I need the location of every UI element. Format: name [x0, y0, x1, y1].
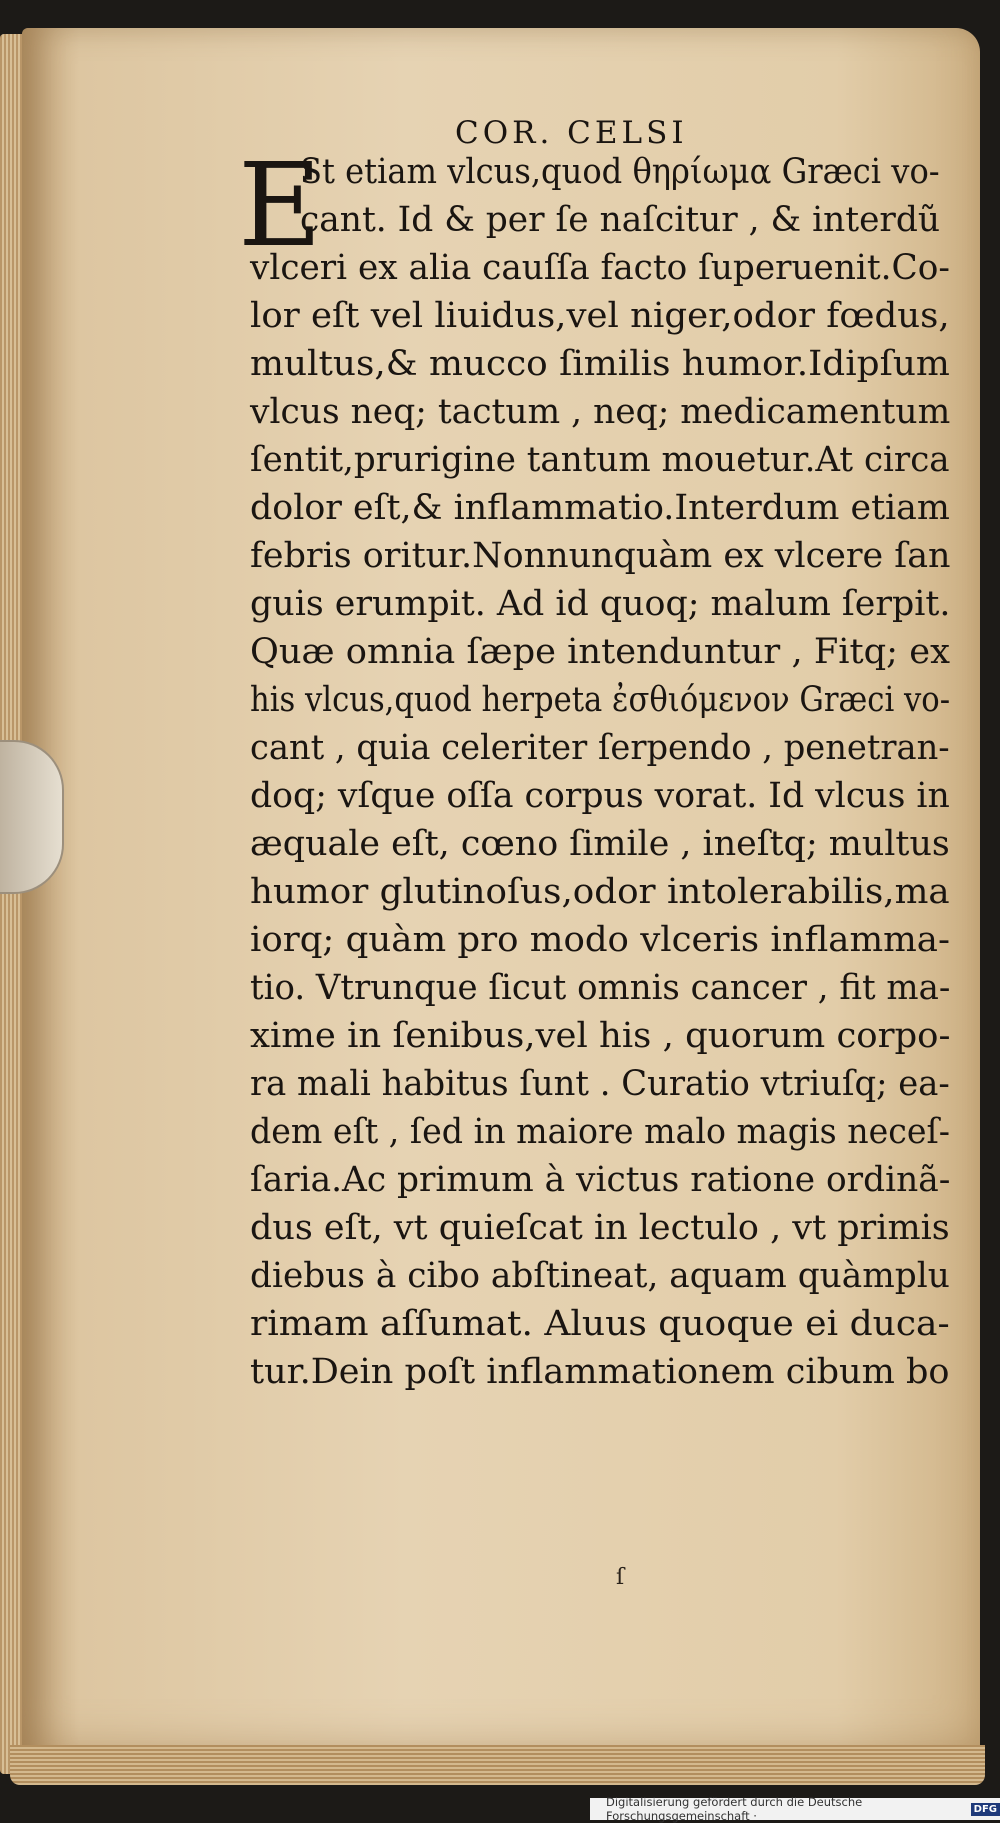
page-clasp — [0, 740, 64, 894]
text-line: xime in ſenibus,vel his , quorum corpo- — [250, 1016, 951, 1056]
text-line: febris oritur.Nonnunquàm ex vlcere ſan — [250, 536, 951, 576]
dfg-logo: DFG — [971, 1803, 1000, 1816]
drop-cap: E — [238, 139, 322, 273]
text-line: Quæ omnia ſæpe intenduntur , Fitq; ex — [250, 632, 950, 672]
text-line: æquale eſt, cœno ſimile , ineſtq; multus — [250, 824, 950, 864]
text-line: vlcus neq; tactum , neq; medicamentum — [250, 392, 951, 432]
text-line: dus eſt, vt quieſcat in lectulo , vt primis — [250, 1208, 950, 1248]
text-line: dolor eſt,& inflammatio.Interdum etiam — [250, 488, 950, 528]
text-line: vlceri ex alia cauſſa facto ſuperuenit.Co- — [250, 248, 950, 288]
text-line: cant. Id & per ſe naſcitur , & interdũ — [300, 200, 941, 240]
text-line: rimam aſſumat. Aluus quoque ei duca- — [250, 1304, 950, 1344]
digitization-credit-bar — [590, 1795, 1000, 1823]
text-line: tio. Vtrunque ſicut omnis cancer , fit ma- — [250, 968, 951, 1008]
text-line: ſaria.Ac primum à victus ratione ordinã- — [250, 1160, 951, 1200]
text-line: dem eſt , ſed in maiore malo magis neceſ- — [250, 1112, 951, 1152]
running-head: COR. CELSI — [455, 115, 688, 151]
text-line: multus,& mucco ſimilis humor.Idipſum — [250, 344, 950, 384]
bottom-edge — [10, 1745, 985, 1785]
text-line: his vlcus,quod herpeta ἐσθιόμενον Græci vo- — [250, 680, 951, 720]
text-line: lor eſt vel liuidus,vel niger,odor fœdus, — [250, 296, 950, 336]
text-line: ſentit,prurigine tantum mouetur.At circa — [250, 440, 950, 480]
text-line: tur.Dein poſt inflammationem cibum bo — [250, 1352, 950, 1392]
text-line: cant , quia celeriter ſerpendo , penetran- — [250, 728, 950, 768]
signature-mark: ſ — [616, 1565, 625, 1590]
text-line: ra mali habitus ſunt . Curatio vtriuſq; ea- — [250, 1064, 950, 1104]
text-line: iorq; quàm pro modo vlceris inflamma- — [250, 920, 950, 960]
text-line: guis erumpit. Ad id quoq; malum ſerpit. — [250, 584, 951, 624]
text-line: St etiam vlcus,quod θηρίωμα Græci vo- — [300, 152, 940, 192]
text-line: humor glutinoſus,odor intolerabilis,ma — [250, 872, 950, 912]
text-line: doq; vſque oſſa corpus vorat. Id vlcus in — [250, 776, 950, 816]
digitization-credit: Digitalisierung gefördert durch die Deutsche Forschungsgemeinschaft · — [606, 1795, 863, 1823]
text-line: diebus à cibo abſtineat, aquam quàmplu — [250, 1256, 950, 1296]
